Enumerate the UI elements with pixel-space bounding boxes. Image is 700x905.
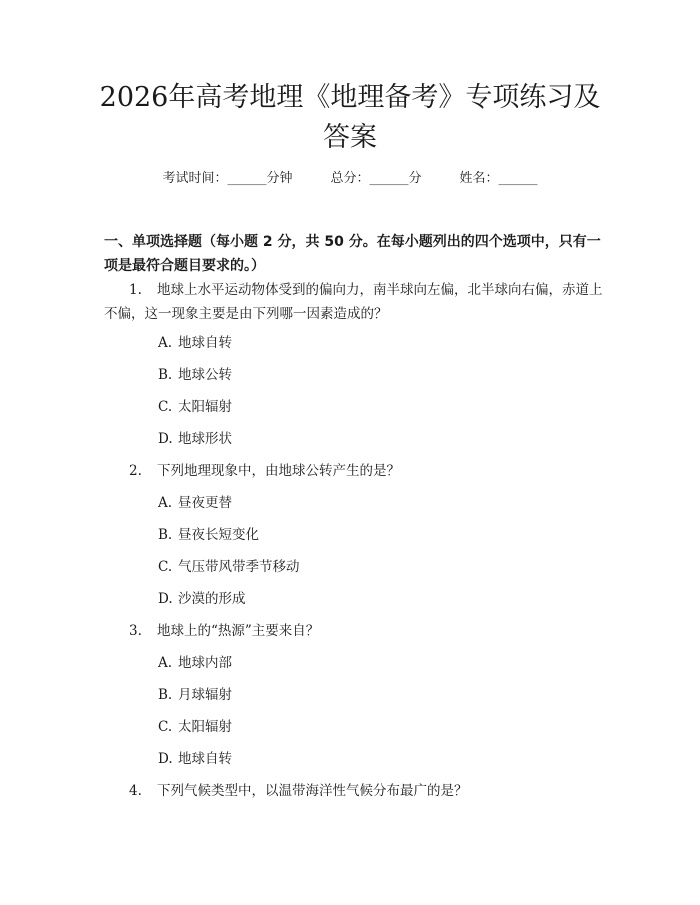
document-title: 2026年高考地理《地理备考》专项练习及答案 [99,82,601,153]
question-1-option-a [158,333,232,353]
option-text: 地球内部 [178,655,232,671]
question-1-option-d [158,429,232,449]
option-letter: B. [158,527,173,543]
option-text: 地球自转 [178,751,232,767]
question-text: 地球上水平运动物体受到的偏向力，南半球向左偏，北半球向右偏，赤道上不偏，这一现象主要是由下列哪一因素造成的？ [104,282,603,322]
option-letter: D. [158,591,173,607]
option-letter: C. [158,719,173,735]
option-letter: B. [158,687,173,703]
option-letter: A. [158,655,173,671]
exam-meta [0,170,700,188]
question-number: 2. [129,463,142,479]
question-3-option-a [158,653,232,673]
section-heading-single-choice: 一、单项选择题（每小题 2 分，共 50 分。在每小题列出的四个选项中，只有一项是最符合题目要求的。） [104,234,601,274]
option-text: 地球公转 [178,367,232,383]
option-text: 太阳辐射 [178,719,232,735]
exam-time-label: 考试时间：______分钟 [162,171,293,186]
question-4 [104,779,604,803]
option-text: 昼夜更替 [178,495,232,511]
question-number: 3. [129,623,142,639]
option-text: 地球形状 [178,431,232,447]
option-letter: A. [158,335,173,351]
option-text: 月球辐射 [178,687,232,703]
question-3 [104,619,604,643]
question-1-option-c [158,397,232,417]
question-2-option-a [158,493,232,513]
question-2 [104,459,604,483]
total-score-label: 总分：______分 [330,171,422,186]
question-3-option-b [158,685,232,705]
question-2-option-c [158,557,300,577]
question-text: 下列气候类型中，以温带海洋性气候分布最广的是？ [157,783,468,799]
option-letter: C. [158,559,173,575]
question-3-option-d [158,749,232,769]
question-1-option-b [158,365,232,385]
question-text: 下列地理现象中，由地球公转产生的是？ [157,463,400,479]
student-name-label: 姓名：______ [459,171,538,186]
option-letter: B. [158,367,173,383]
option-text: 太阳辐射 [178,399,232,415]
option-text: 昼夜长短变化 [178,527,259,543]
option-text: 地球自转 [178,335,232,351]
question-2-option-d [158,589,246,609]
option-letter: A. [158,495,173,511]
question-number: 4. [129,783,142,799]
question-1 [104,278,604,326]
option-letter: C. [158,399,173,415]
question-text: 地球上的“热源”主要来自？ [157,623,320,639]
question-2-option-b [158,525,259,545]
option-text: 气压带风带季节移动 [178,559,300,575]
option-letter: D. [158,751,173,767]
option-letter: D. [158,431,173,447]
option-text: 沙漠的形成 [178,591,246,607]
question-3-option-c [158,717,232,737]
question-number: 1. [129,282,142,298]
